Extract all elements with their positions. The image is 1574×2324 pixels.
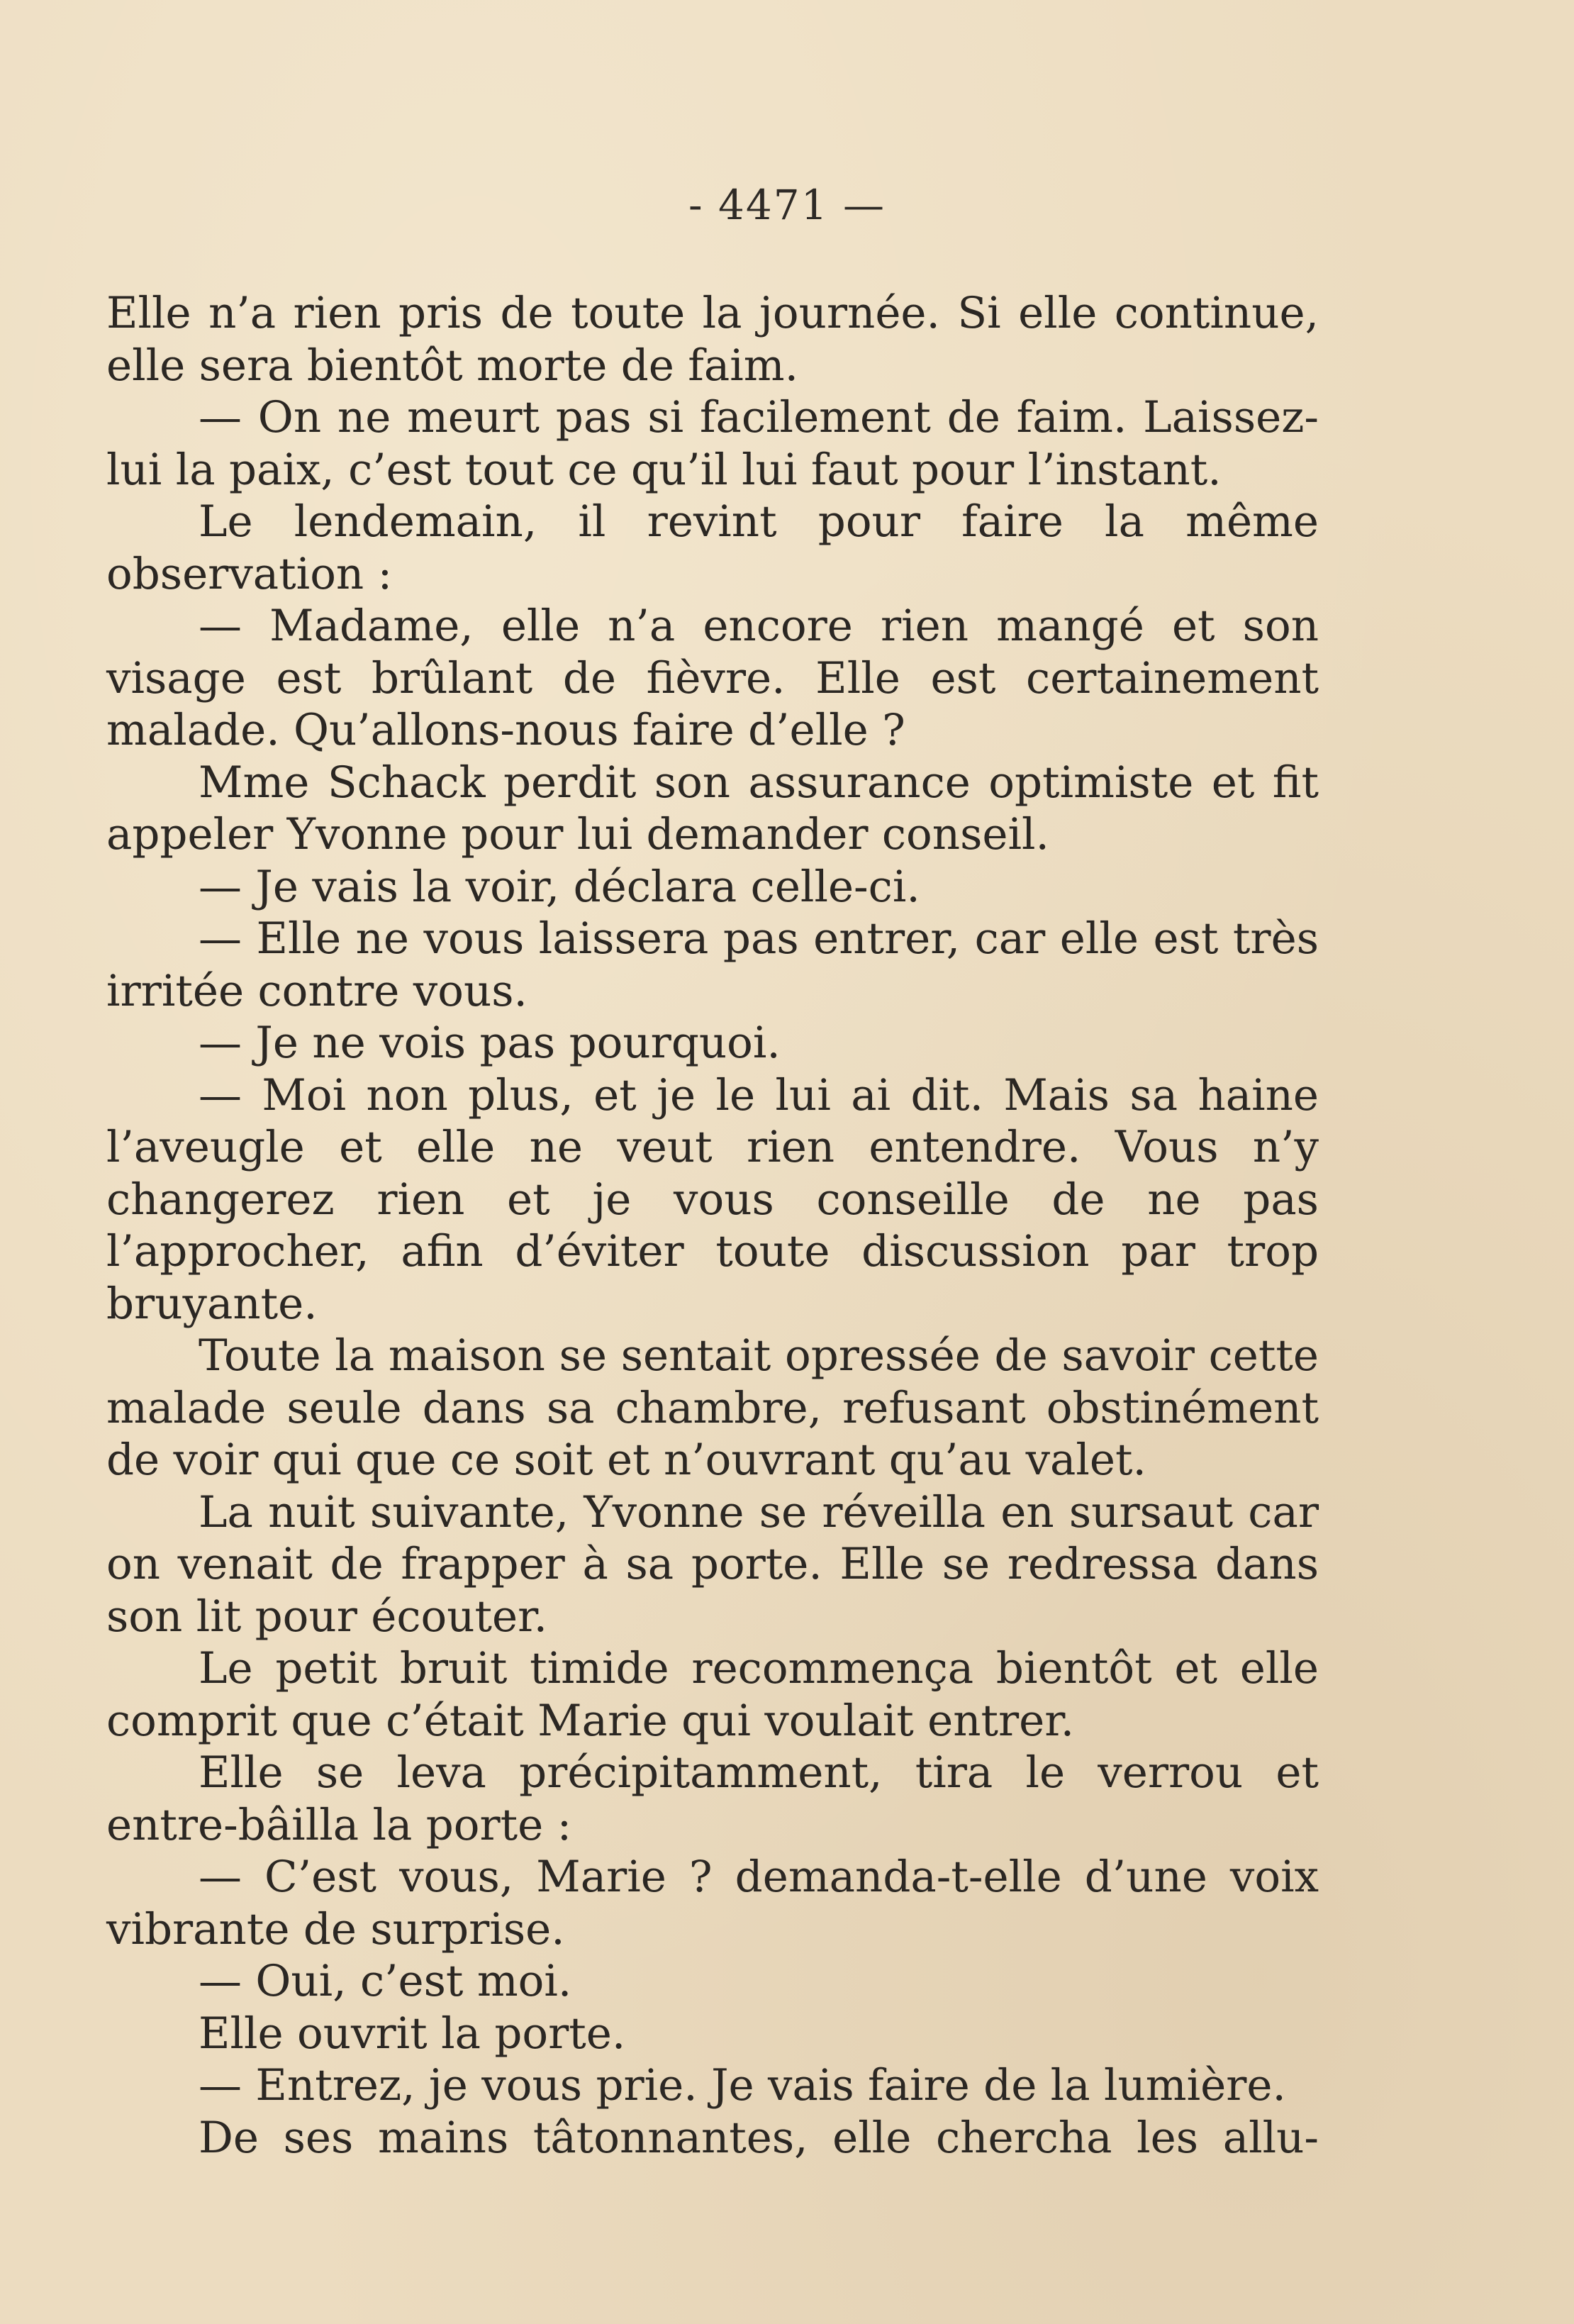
paragraph: Elle ouvrit la porte. — [199, 2008, 626, 2059]
paragraph: — Oui, c’est moi. — [199, 1956, 572, 2006]
paragraph: De ses mains tâtonnantes, elle chercha les allu- — [199, 2112, 1319, 2163]
paragraph: Elle se leva précipitamment, tira le verrou et entre-bâilla la porte : — [106, 1747, 1319, 1850]
paragraph: — Je ne vois pas pourquoi. — [199, 1018, 781, 1068]
paragraph: — Entrez, je vous prie. Je vais faire de la lumière. — [199, 2060, 1286, 2111]
paragraph: Elle n’a rien pris de toute la journée. Si elle continue, elle sera bientôt morte de faim. — [106, 288, 1319, 391]
paragraph: — Elle ne vous laissera pas entrer, car elle est très irritée contre vous. — [106, 913, 1319, 1016]
paragraph: — Je vais la voir, déclara celle-ci. — [199, 861, 920, 912]
paragraph: — C’est vous, Marie ? demanda-t-elle d’une voix vibrante de surprise. — [106, 1852, 1319, 1955]
paragraph: Le lendemain, il revint pour faire la même observation : — [106, 496, 1319, 599]
paragraph: — Moi non plus, et je le lui ai dit. Mais sa haine l’aveugle et elle ne veut rien entendre. Vous n’y changerez rien et je vous conseille de ne pas l’approcher, afin d’éviter toute discussion par trop bruyante. — [106, 1069, 1319, 1329]
paragraph: — On ne meurt pas si facilement de faim. Laissez-lui la paix, c’est tout ce qu’il lui faut pour l’instant. — [106, 392, 1319, 495]
paragraph: Le petit bruit timide recommença bientôt et elle comprit que c’était Marie qui voulait entrer. — [106, 1643, 1319, 1746]
body-text — [106, 287, 1319, 2164]
paragraph: La nuit suivante, Yvonne se réveilla en sursaut car on venait de frapper à sa porte. Elle se redressa dans son lit pour écouter. — [106, 1486, 1319, 1642]
paragraph: Toute la maison se sentait opressée de savoir cette malade seule dans sa chambre, refusant obstinément de voir qui que ce soit et n’ouvrant qu’au valet. — [106, 1330, 1319, 1485]
page-number: - 4471 — — [688, 181, 886, 229]
paragraph: — Madame, elle n’a encore rien mangé et son visage est brûlant de fièvre. Elle est certainement malade. Qu’allons-nous faire d’elle ? — [106, 601, 1319, 755]
paragraph: Mme Schack perdit son assurance optimiste et fit appeler Yvonne pour lui demander conseil. — [106, 757, 1319, 860]
